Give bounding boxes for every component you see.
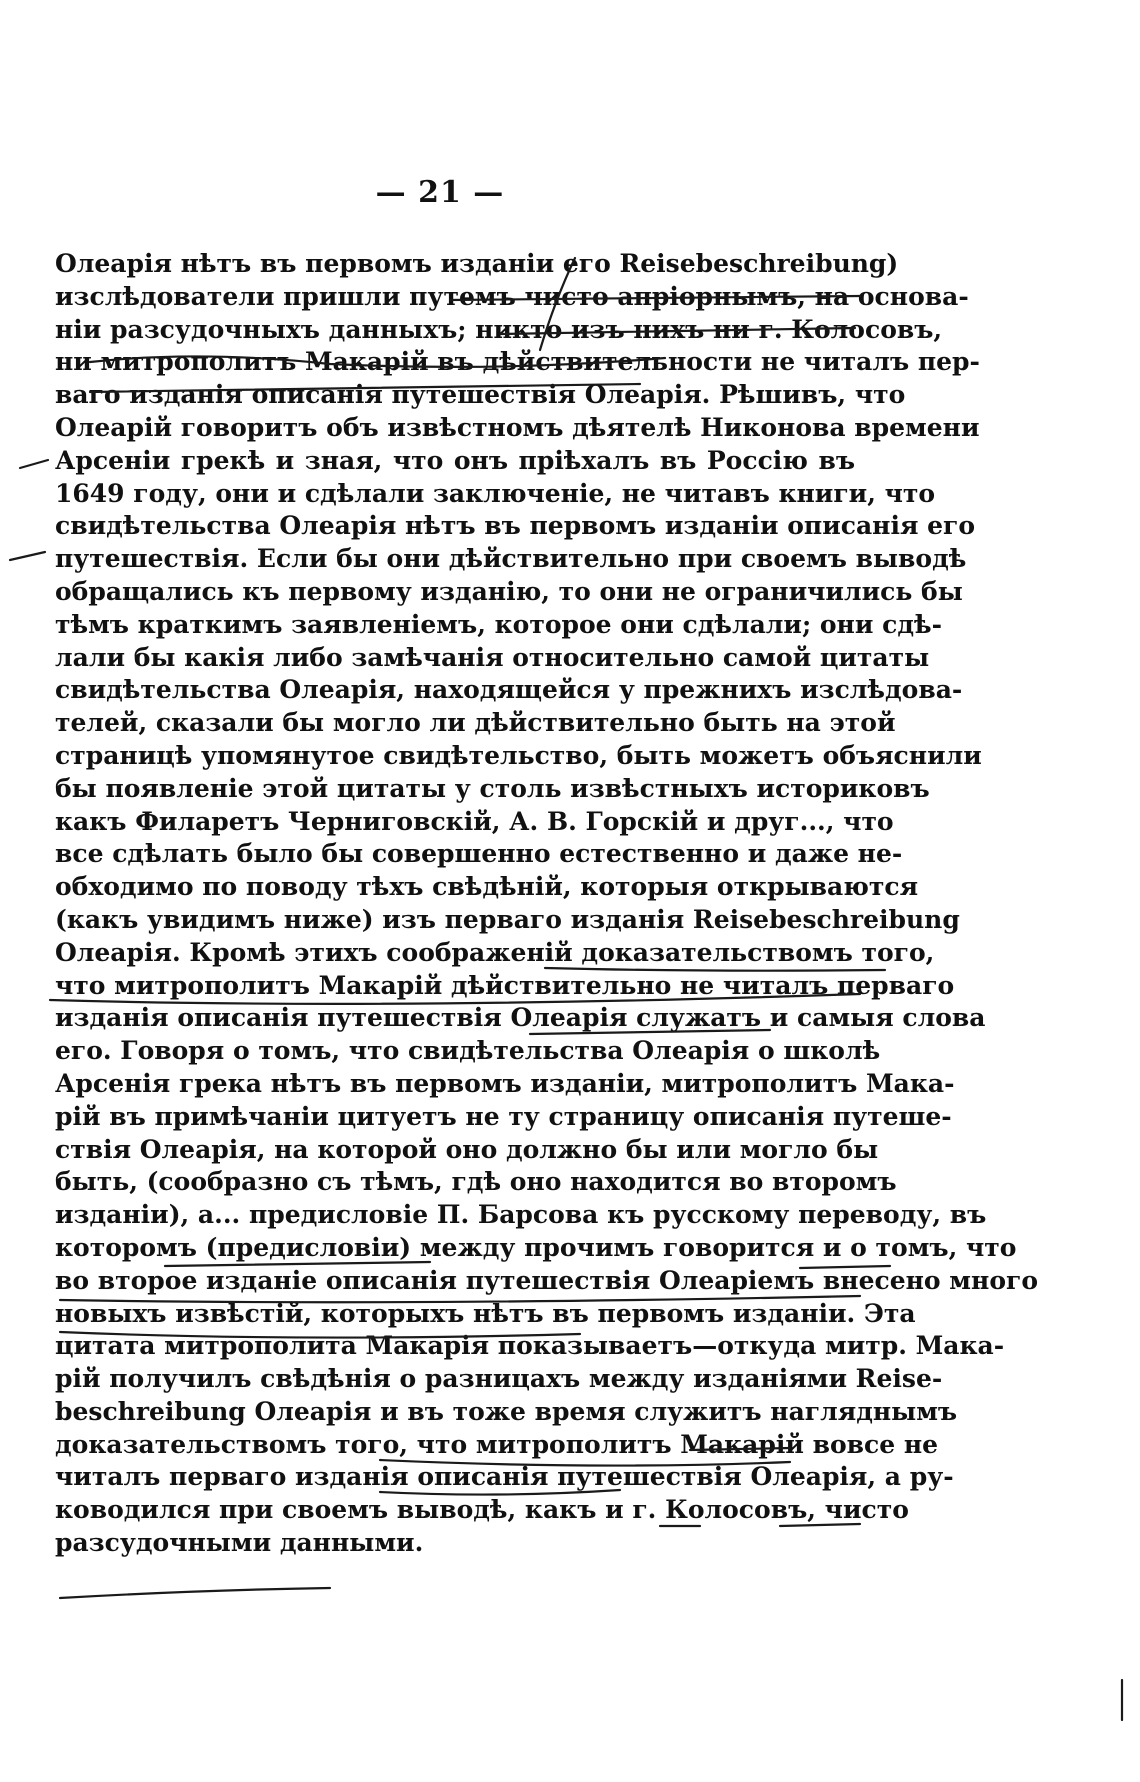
text-line: его. Говоря о томъ, что свидѣтельства Олеарія о школѣ	[55, 1036, 881, 1066]
text-line: разсудочными данными.	[55, 1528, 424, 1558]
annotation-margin-mark	[10, 552, 45, 560]
text-line: 1649 году, они и сдѣлали заключеніе, не читавъ книги, что	[55, 478, 936, 508]
annotation-margin-mark	[20, 460, 48, 468]
text-line: доказательствомъ того, что митрополитъ Макарій вовсе не	[55, 1429, 939, 1459]
text-line: тѣмъ краткимъ заявленіемъ, которое они сдѣлали; они сдѣ-	[55, 609, 942, 639]
text-line: свидѣтельства Олеарія нѣтъ въ первомъ изданіи описанія его	[55, 511, 976, 541]
text-line: все сдѣлать было бы совершенно естественно и даже не-	[55, 839, 903, 869]
text-line: телей, сказали бы могло ли дѣйствительно быть на этой	[55, 708, 896, 738]
text-line: во второе изданіе описанія путешествія Олеаріемъ внесено много	[55, 1265, 1038, 1295]
text-line: обращались къ первому изданію, то они не ограничились бы	[55, 576, 963, 606]
text-line: beschreibung Олеарія и въ тоже время служитъ нагляднымъ	[55, 1396, 958, 1426]
text-line: обходимо по поводу тѣхъ свѣдѣній, которыя открываются	[55, 872, 919, 902]
text-line: новыхъ извѣстій, которыхъ нѣтъ въ первомъ изданіи. Эта	[55, 1298, 916, 1328]
text-line: Арсенія грека нѣтъ въ первомъ изданіи, митрополитъ Мака-	[55, 1068, 955, 1098]
page-number: — 21 —	[375, 175, 505, 210]
text-line: свидѣтельства Олеарія, находящейся у прежнихъ изслѣдова-	[55, 675, 963, 705]
text-line: читалъ перваго изданія описанія путешествія Олеарія, а ру-	[55, 1462, 954, 1492]
body-text	[55, 248, 1038, 1560]
text-line: какъ Филаретъ Черниговскій, А. В. Горскій и друг..., что	[55, 806, 894, 836]
text-line: изданіи), а... предисловіе П. Барсова къ русскому переводу, въ	[55, 1200, 987, 1230]
text-line: которомъ (предисловіи) между прочимъ говорится и о томъ, что	[55, 1232, 1017, 1262]
text-line: ваго изданія описанія путешествія Олеарія. Рѣшивъ, что	[55, 380, 906, 410]
text-line: лали бы какія либо замѣчанія относительно самой цитаты	[55, 642, 930, 672]
text-line: рій получилъ свѣдѣнія о разницахъ между изданіями Reise-	[55, 1364, 943, 1394]
text-line: ководился при своемъ выводѣ, какъ и г. Колосовъ, чисто	[55, 1495, 909, 1525]
text-line: изданія описанія путешествія Олеарія служатъ и самыя слова	[55, 1003, 986, 1033]
text-line: Арсеніи грекѣ и зная, что онъ пріѣхалъ въ Россію въ	[55, 445, 855, 475]
text-line: изслѣдователи пришли путемъ чисто апріорнымъ, на основа-	[55, 281, 969, 311]
text-line: страницѣ упомянутое свидѣтельство, быть можетъ объяснили	[55, 740, 982, 770]
text-line: рій въ примѣчаніи цитуетъ не ту страницу описанія путеше-	[55, 1101, 952, 1131]
text-line: цитата митрополита Макарія показываетъ—откуда митр. Мака-	[55, 1331, 1005, 1361]
text-line: Олеарія нѣтъ въ первомъ изданіи его Reisebeschreibung)	[55, 249, 899, 278]
text-line: быть, (сообразно съ тѣмъ, гдѣ оно находится во второмъ	[55, 1167, 897, 1197]
text-line: ни митрополитъ Макарій въ дѣйствительности не читалъ пер-	[55, 347, 980, 377]
text-line: Олеарія. Кромѣ этихъ соображеній доказательствомъ того,	[55, 937, 935, 967]
text-line: что митрополитъ Макарій дѣйствительно не читалъ перваго	[55, 970, 955, 1000]
text-line: Олеарій говоритъ объ извѣстномъ дѣятелѣ Никонова времени	[55, 412, 980, 442]
text-line: ніи разсудочныхъ данныхъ; никто изъ нихъ ни г. Колосовъ,	[55, 314, 943, 344]
annotation-underline	[60, 1588, 330, 1598]
text-line: бы появленіе этой цитаты у столь извѣстныхъ историковъ	[55, 773, 930, 803]
text-line: (какъ увидимъ ниже) изъ перваго изданія Reisebeschreibung	[55, 904, 960, 934]
text-line: путешествія. Если бы они дѣйствительно при своемъ выводѣ	[55, 544, 967, 574]
text-line: ствія Олеарія, на которой оно должно бы или могло бы	[55, 1134, 879, 1164]
